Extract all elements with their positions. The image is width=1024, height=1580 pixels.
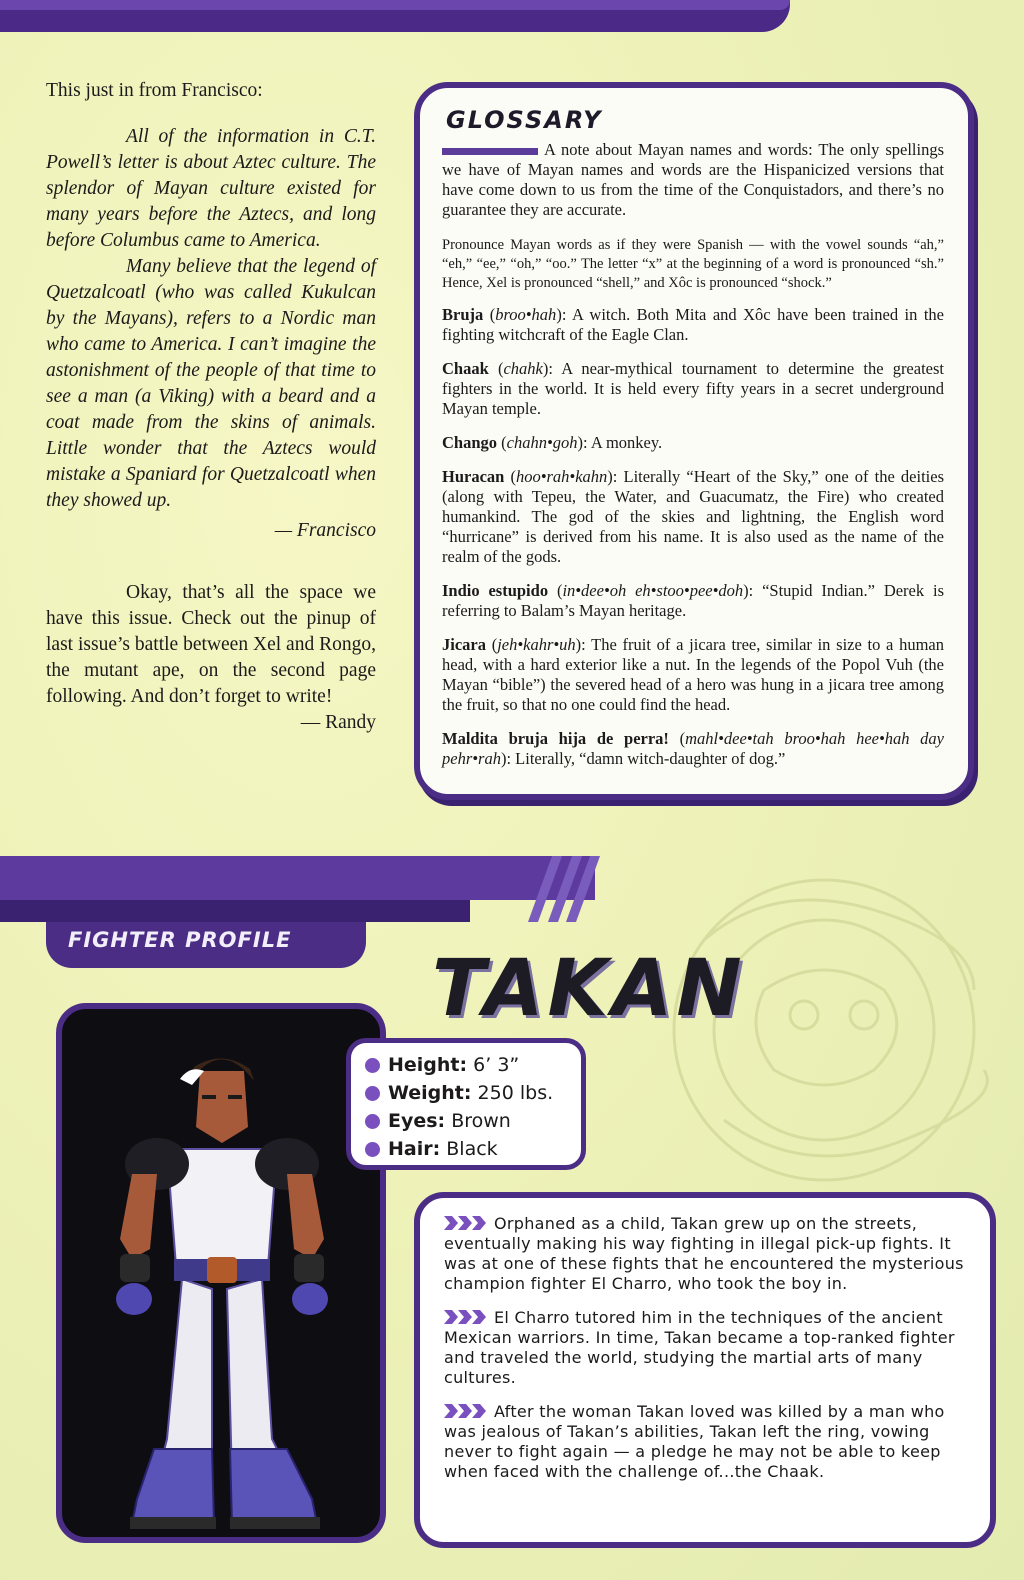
- glossary-note: [442, 140, 944, 220]
- fighter-name: TAKAN: [432, 944, 746, 1034]
- editor-closing: Okay, that’s all the space we have this issue. Check out the pinup of last issue’s battle between Xel and Rongo, the mutant ape, on the second page following. And don’t forget to write!: [46, 582, 376, 707]
- stat-label: Weight:: [388, 1082, 472, 1104]
- glossary-term: Chango: [442, 433, 498, 452]
- top-banner: [0, 0, 790, 32]
- profile-banner-lower: [0, 900, 470, 922]
- stat-label: Height:: [388, 1054, 468, 1076]
- stat-label: Eyes:: [388, 1110, 446, 1132]
- glossary-entry: Huracan (hoo•rah•kahn): Literally “Heart of the Sky,” one of the deities (along with Tepeu, the Water, and Guacumatz, the Fire) who created humankind. The god of the skies and lightning, the English word “hurricane” is derived from his name. It is also used as the name of the realm of the gods.: [442, 467, 945, 566]
- accent-bar: [442, 148, 538, 155]
- glossary-definition: : Literally “Heart of the Sky,” one of the deities (along with Tepeu, the Water, and Guacumatz, the Fire) who created humankind. The god of the skies and lightning, the English word “hurricane” is derived from his name. It is also used as the name of the realm of the gods.: [442, 467, 945, 566]
- bullet-icon: [365, 1142, 380, 1157]
- glossary-term: Huracan: [442, 467, 505, 486]
- stat-weight: [365, 1079, 571, 1107]
- glossary-term: Chaak: [442, 359, 489, 378]
- glossary-entries: [442, 305, 944, 769]
- glossary-definition: : A witch. Both Mita and Xôc have been trained in the fighting witchcraft of the Eagle Clan.: [442, 305, 945, 344]
- bio-text: El Charro tutored him in the techniques of the ancient Mexican warriors. In time, Takan became a top-ranked fighter and traveled the world, studying the martial arts of many cultures.: [444, 1308, 955, 1387]
- fighter-profile-label: [46, 922, 366, 968]
- profile-banner: [0, 856, 595, 900]
- letter-quote-paragraph-1: All of the information in C.T. Powell’s letter is about Aztec culture. The splendor of Mayan culture existed for many years before the Aztecs, and long before Columbus came to America.: [46, 126, 376, 251]
- glossary-definition: : A monkey.: [583, 433, 663, 452]
- glossary-pronunciation-guide: chahn•goh: [506, 433, 578, 452]
- bullet-icon: [365, 1114, 380, 1129]
- glossary-definition: : The fruit of a jicara tree, similar in size to a human head, with a hard exterior like a nut. In the legends of the Popol Vuh (the Mayan “bible”) the severed head of a hero was hung in a jicara tree among the fruit, so that no one could find the head.: [442, 635, 945, 714]
- glossary-definition: : “Stupid Indian.” Derek is referring to Balam’s Mayan heritage.: [442, 581, 944, 620]
- fighter-stats: [346, 1038, 586, 1170]
- glossary-entry: Chaak (chahk): A near-mythical tournament to determine the greatest fighters in the world. It is held every fifty years in a secret underground Mayan temple.: [442, 359, 944, 418]
- letter-quote-paragraph-2: Many believe that the legend of Quetzalcoatl (who was called Kukulcan by the Mayans), refers to a Nordic man who came to America. I can’t imagine the astonishment of the people of that time to see a man (a Viking) with a beard and a coat made from the skins of animals. Little wonder that the Aztecs would mistake a Spaniard for Quetzalcoatl when they showed up.: [46, 256, 376, 511]
- bio-text: Orphaned as a child, Takan grew up on the streets, eventually making his way fighting in illegal pick-up fights. It was at one of these fights that he encountered the mysterious champion fighter El Charro, who took the boy in.: [444, 1214, 964, 1293]
- glossary-pronunciation-guide: jeh•kahr•uh: [497, 635, 576, 654]
- triple-chevron-icon: [444, 1404, 488, 1418]
- letter-column: [46, 78, 376, 736]
- glossary-box: [414, 82, 974, 800]
- fighter-bio: [414, 1192, 996, 1548]
- fighter-portrait: [56, 1003, 386, 1543]
- glossary-entry: Chango (chahn•goh): A monkey.: [442, 433, 663, 452]
- glossary-pronunciation-guide: chahk: [503, 359, 543, 378]
- editor-signature: — Randy: [300, 712, 376, 733]
- glossary-term: Bruja: [442, 305, 484, 324]
- bio-paragraph: [444, 1402, 970, 1482]
- bullet-icon: [365, 1058, 380, 1073]
- glossary-pronunciation-guide: hoo•rah•kahn: [515, 467, 608, 486]
- stat-height: [365, 1051, 571, 1079]
- fighter-illustration: [62, 1009, 380, 1537]
- glossary-term: Maldita bruja hija de perra!: [442, 729, 669, 748]
- stat-value: Brown: [451, 1110, 511, 1132]
- glossary-entry: Jicara (jeh•kahr•uh): The fruit of a jicara tree, similar in size to a human head, with a hard exterior like a nut. In the legends of the Popol Vuh (the Mayan “bible”) the severed head of a hero was hung in a jicara tree among the fruit, so that no one could find the head.: [442, 635, 945, 714]
- bio-paragraph: [444, 1308, 970, 1388]
- stat-value: Black: [446, 1138, 498, 1160]
- letter-signature: — Francisco: [274, 520, 376, 541]
- stat-value: 6’ 3”: [473, 1054, 520, 1076]
- bullet-icon: [365, 1086, 380, 1101]
- stat-hair: [365, 1135, 571, 1163]
- glossary-title: GLOSSARY: [446, 106, 603, 134]
- glossary-entry: Bruja (broo•hah): A witch. Both Mita and Xôc have been trained in the fighting witchcraft of the Eagle Clan.: [442, 305, 945, 344]
- triple-chevron-icon: [444, 1216, 488, 1230]
- bio-text: After the woman Takan loved was killed by a man who was jealous of Takan’s abilities, Takan left the ring, vowing never to fight again — a pledge he may not be able to keep when faced with the challenge of...the Chaak.: [444, 1402, 945, 1481]
- triple-chevron-icon: [444, 1310, 488, 1324]
- glossary-note-text: A note about Mayan names and words: The only spellings we have of Mayan names and words are the Hispanicized versions that have come down to us from the time of the Conquistadors, and there’s no guarantee they are accurate.: [442, 140, 944, 219]
- glossary-definition: : Literally, “damn witch-daughter of dog.”: [506, 749, 786, 768]
- glossary-definition: : A near-mythical tournament to determine the greatest fighters in the world. It is held every fifty years in a secret underground Mayan temple.: [442, 359, 944, 418]
- glossary-pronunciation-guide: broo•hah: [495, 305, 557, 324]
- glossary-pronunciation-guide: in•dee•oh eh•stoo•pee•doh: [562, 581, 744, 600]
- glossary-pronunciation: Pronounce Mayan words as if they were Spanish — with the vowel sounds “ah,” “eh,” “ee,” “oh,” “oo.” The letter “x” at the beginning of a word is pronounced “sh.” Hence, Xel is pronounced “shell,” and Xôc is pronounced “shock.”: [442, 237, 944, 291]
- glossary-term: Jicara: [442, 635, 486, 654]
- bio-paragraph: [444, 1214, 970, 1294]
- glossary-term: Indio estupido: [442, 581, 549, 600]
- stat-eyes: [365, 1107, 571, 1135]
- letter-intro: This just in from Francisco:: [46, 80, 263, 101]
- stat-value: 250 lbs.: [477, 1082, 554, 1104]
- stat-label: Hair:: [388, 1138, 441, 1160]
- glossary-entry: Indio estupido (in•dee•oh eh•stoo•pee•doh): “Stupid Indian.” Derek is referring to Balam’s Mayan heritage.: [442, 581, 944, 620]
- glossary-entry: Maldita bruja hija de perra! (mahl•dee•tah broo•hah hee•hah day pehr•rah): Literally, “damn witch-daughter of dog.”: [442, 729, 944, 768]
- fighter-profile-label-text: FIGHTER PROFILE: [68, 928, 292, 952]
- glossary-pronunciation-guide: mahl•dee•tah broo•hah hee•hah day pehr•rah: [442, 729, 944, 768]
